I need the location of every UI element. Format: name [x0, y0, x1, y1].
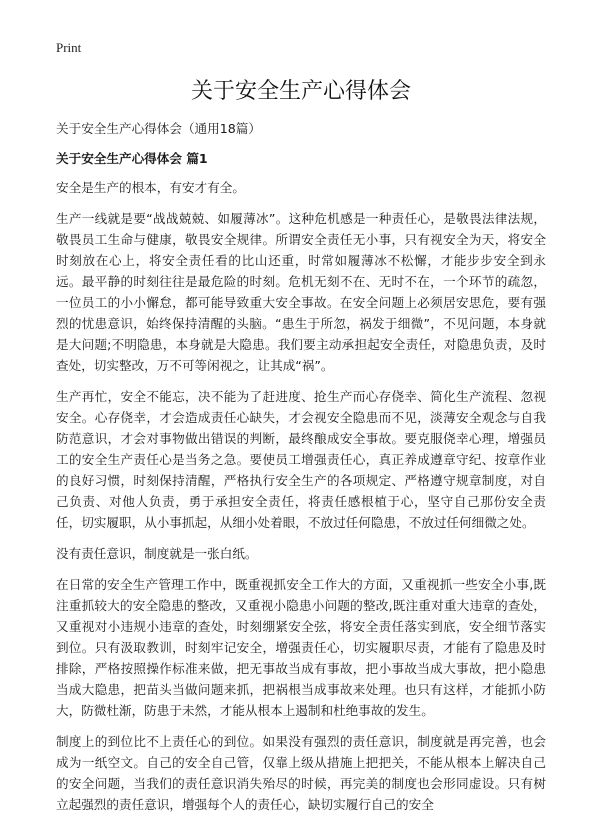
paragraph: 生产再忙，安全不能忘，决不能为了赶进度、抢生产而心存侥幸、简化生产流程、忽视安全。心存侥幸，才会造成责任心缺失，才会视安全隐患而不见，淡薄安全观念与自我防范意识，才会对事物做出错误的判断，最终酿成安全事故。要克服侥幸心理，增强员工的安全生产责任心是当务之急。要使员工增强责任心，真正养成遵章守纪、按章作业的良好习惯，时刻保持清醒，严格执行安全生产的各项规定、严格遵守规章制度，对自己负责、对他人负责，勇于承担安全责任，将责任感根植于心，坚守自己那份安全责任，切实履职，从小事抓起，从细小处着眼，不放过任何隐患，不放过任何细微之处。 [56, 389, 546, 530]
paragraph: 生产一线就是要“战战兢兢、如履薄冰”。这种危机感是一种责任心，是敬畏法律法规，敬畏员工生命与健康，敬畏安全规律。所谓安全责任无小事，只有视安全为天，将安全时刻放在心上，将安全责任看的比山还重，时常如履薄冰不松懈，才能步步安全到永远。最平静的时刻往往是最危险的时刻。危机无刻不在、无时不在，一个环节的疏忽，一位员工的小小懈怠，都可能导致重大安全事故。在安全问题上必须居安思危，要有强烈的忧患意识，始终保持清醒的头脑。“患生于所忽，祸发于细微”，不见问题，本身就是大问题;不明隐患，本身就是大隐患。我们要主动承担起安全责任，对隐患负责，及时查处，切实整改，万不可等闲视之，让其成“祸”。 [56, 211, 546, 373]
paragraph: 安全是生产的根本，有安才有全。 [56, 180, 245, 195]
page-title: 关于安全生产心得体会 [190, 79, 411, 104]
paragraph: 没有责任意识，制度就是一张白纸。 [56, 546, 258, 561]
section-heading: 关于安全生产心得体会 篇1 [56, 151, 208, 166]
print-link[interactable]: Print [56, 40, 82, 55]
document-body [56, 118, 546, 825]
document-subtitle: 关于安全生产心得体会（通用18篇） [56, 121, 261, 136]
paragraph: 制度上的到位比不上责任心的到位。如果没有强烈的责任意识，制度就是再完善，也会成为一纸空文。自己的安全自己管，仅靠上级从措施上把把关，不能从根本上解决自己的安全问题，当我们的责任意识消失殆尽的时候，再完美的制度也会形同虚设。只有树立起强烈的责任意识，增强每个人的责任心，缺切实履行自己的安全 [56, 734, 546, 812]
paragraph: 在日常的安全生产管理工作中，既重视抓安全工作大的方面，又重视抓一些安全小事,既注重抓较大的安全隐患的整改，又重视小隐患小问题的整改,既注重对重大违章的查处，又重视对小违规小违章的查处，时刻绷紧安全弦，将安全责任落实到底，安全细节落实到位。只有汲取教训，时刻牢记安全，增强责任心，切实履职尽责，才能有了隐患及时排除，严格按照操作标准来做，把无事故当成有事故，把小事故当成大事故，把小隐患当成大隐患，把苗头当做问题来抓，把祸根当成事故来处理。也只有这样，才能抓小防大，防微杜渐，防患于未然，才能从根本上遏制和杜绝事故的发生。 [56, 577, 546, 718]
